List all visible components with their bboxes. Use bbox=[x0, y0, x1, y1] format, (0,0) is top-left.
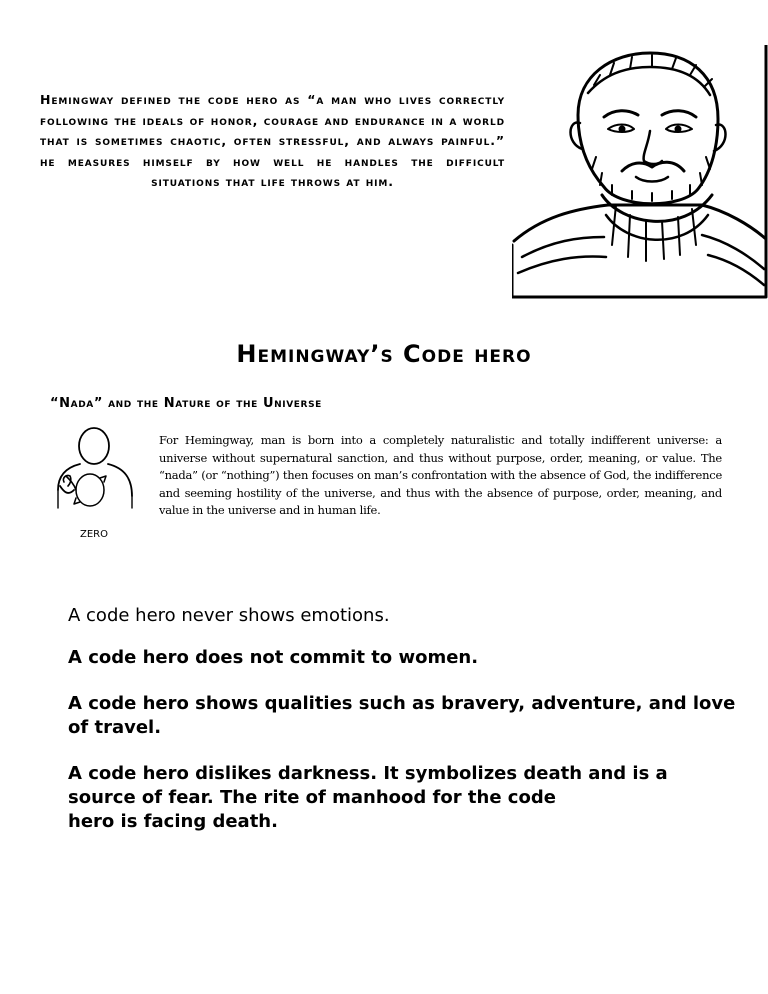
fact-qualities: A code hero shows qualities such as bravery, adventure, and love of travel. bbox=[68, 693, 736, 738]
fact-darkness: A code hero dislikes darkness. It symbolizes death and is a source of fear. The rite of manhood for the code hero is facing death. bbox=[68, 763, 668, 832]
section-heading: “Nada” and the Nature of the Universe bbox=[50, 396, 322, 411]
nada-paragraph: For Hemingway, man is born into a completely naturalistic and totally indifferent universe: a universe without supernatural sanction, and thus without purpose, order, meaning, or value. The “nada” (or “nothing”) then focuses on man’s confrontation with the absence of God, the indifference and seeming hostility of the universe, and thus with the absence of purpose, order, meaning, and value in the universe and in human life. bbox=[159, 433, 722, 517]
hemingway-portrait bbox=[512, 45, 768, 300]
fact-emotions: A code hero never shows emotions. bbox=[68, 605, 390, 626]
intro-quote: Hemingway defined the code hero as “a man who lives correctly following the ideals of honor, courage and endurance in a world that is sometimes chaotic, often stressful, and always painful.” he measures himself by how well he handles the difficult situations that life throws at him. bbox=[40, 92, 505, 189]
zero-sign-illustration bbox=[50, 424, 150, 546]
page-title: Hemingway’s Code hero bbox=[236, 340, 532, 368]
sign-label: ZERO bbox=[80, 529, 108, 540]
fact-women: A code hero does not commit to women. bbox=[68, 647, 479, 668]
